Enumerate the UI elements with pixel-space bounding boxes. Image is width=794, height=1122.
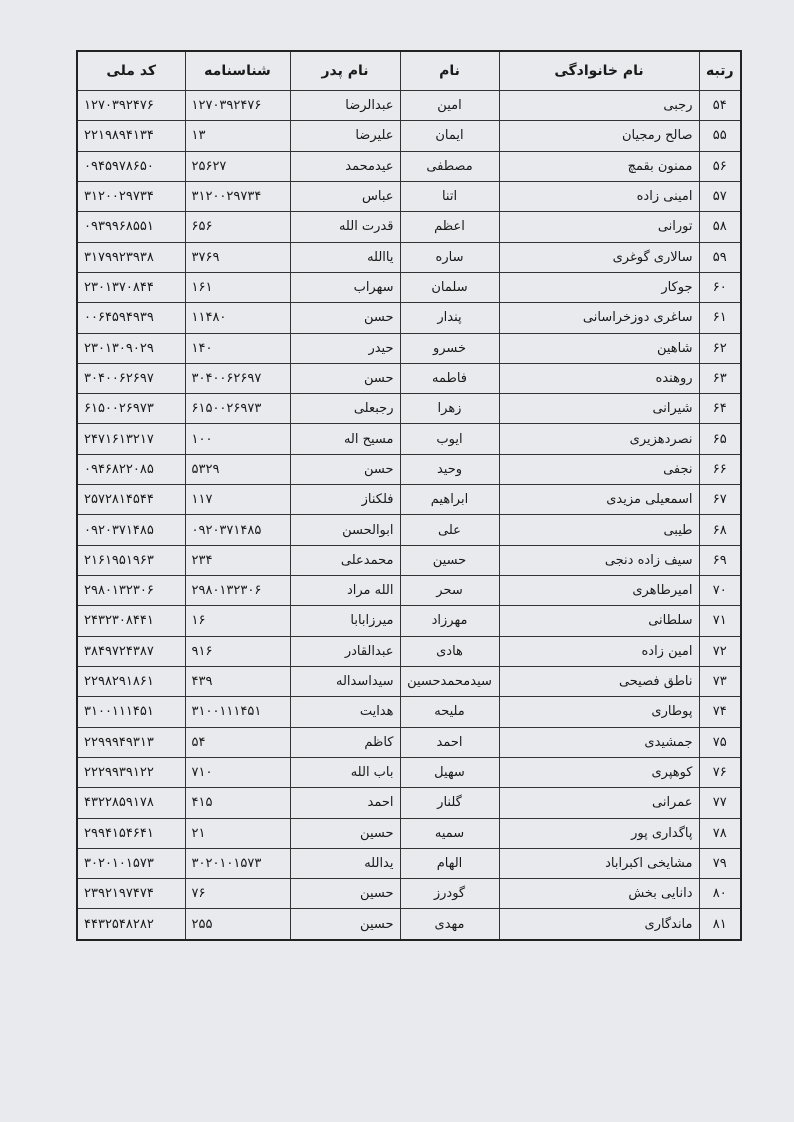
cell-first-name: حسین bbox=[400, 545, 499, 575]
cell-national-id: ۲۳۰۱۳۷۰۸۴۴ bbox=[77, 272, 185, 302]
cell-birth-certificate: ۵۴ bbox=[185, 727, 290, 757]
cell-father-name: سهراب bbox=[290, 272, 400, 302]
cell-family-name: ساغری دوزخراسانی bbox=[499, 303, 699, 333]
cell-father-name: احمد bbox=[290, 788, 400, 818]
header-row bbox=[77, 51, 741, 91]
cell-national-id: ۳۸۴۹۷۲۴۳۸۷ bbox=[77, 636, 185, 666]
cell-birth-certificate: ۲۳۴ bbox=[185, 545, 290, 575]
cell-father-name: حسین bbox=[290, 909, 400, 940]
cell-birth-certificate: ۷۱۰ bbox=[185, 757, 290, 787]
cell-national-id: ۲۲۹۹۹۴۹۳۱۳ bbox=[77, 727, 185, 757]
cell-national-id: ۲۴۳۲۳۰۸۴۴۱ bbox=[77, 606, 185, 636]
table-row bbox=[77, 848, 741, 878]
cell-rank: ۷۳ bbox=[699, 666, 741, 696]
cell-rank: ۷۱ bbox=[699, 606, 741, 636]
cell-national-id: ۲۹۸۰۱۳۲۳۰۶ bbox=[77, 576, 185, 606]
cell-father-name: کاظم bbox=[290, 727, 400, 757]
cell-family-name: جمشیدی bbox=[499, 727, 699, 757]
cell-national-id: ۰۰۶۴۵۹۴۹۳۹ bbox=[77, 303, 185, 333]
cell-rank: ۶۷ bbox=[699, 485, 741, 515]
cell-father-name: یدالله bbox=[290, 848, 400, 878]
cell-rank: ۵۸ bbox=[699, 212, 741, 242]
cell-first-name: خسرو bbox=[400, 333, 499, 363]
roster-table bbox=[76, 50, 742, 941]
cell-birth-certificate: ۱۲۷۰۳۹۲۴۷۶ bbox=[185, 91, 290, 121]
cell-first-name: وحید bbox=[400, 454, 499, 484]
header-first-name: نام bbox=[400, 51, 499, 91]
cell-birth-certificate: ۳۰۴۰۰۶۲۶۹۷ bbox=[185, 363, 290, 393]
cell-first-name: سیدمحمدحسین bbox=[400, 666, 499, 696]
cell-family-name: امیرطاهری bbox=[499, 576, 699, 606]
cell-first-name: سحر bbox=[400, 576, 499, 606]
cell-family-name: نجفی bbox=[499, 454, 699, 484]
cell-first-name: ملیحه bbox=[400, 697, 499, 727]
cell-birth-certificate: ۲۹۸۰۱۳۲۳۰۶ bbox=[185, 576, 290, 606]
table-row bbox=[77, 485, 741, 515]
cell-first-name: پندار bbox=[400, 303, 499, 333]
cell-family-name: کوهپری bbox=[499, 757, 699, 787]
cell-birth-certificate: ۱۶۱ bbox=[185, 272, 290, 302]
cell-first-name: فاطمه bbox=[400, 363, 499, 393]
cell-rank: ۸۱ bbox=[699, 909, 741, 940]
cell-birth-certificate: ۳۷۶۹ bbox=[185, 242, 290, 272]
cell-first-name: مصطفی bbox=[400, 151, 499, 181]
cell-family-name: سالاری گوغری bbox=[499, 242, 699, 272]
table-row bbox=[77, 697, 741, 727]
cell-national-id: ۲۵۷۲۸۱۴۵۴۴ bbox=[77, 485, 185, 515]
cell-father-name: یاالله bbox=[290, 242, 400, 272]
cell-national-id: ۲۲۱۹۸۹۴۱۳۴ bbox=[77, 121, 185, 151]
cell-rank: ۷۹ bbox=[699, 848, 741, 878]
cell-national-id: ۲۲۲۹۹۳۹۱۲۲ bbox=[77, 757, 185, 787]
cell-first-name: مهرزاد bbox=[400, 606, 499, 636]
cell-first-name: امین bbox=[400, 91, 499, 121]
table-row bbox=[77, 91, 741, 121]
cell-first-name: سمیه bbox=[400, 818, 499, 848]
cell-first-name: اعظم bbox=[400, 212, 499, 242]
cell-family-name: جوکار bbox=[499, 272, 699, 302]
cell-family-name: صالح رمجیان bbox=[499, 121, 699, 151]
cell-birth-certificate: ۷۶ bbox=[185, 879, 290, 909]
table-row bbox=[77, 242, 741, 272]
header-birth-certificate: شناسنامه bbox=[185, 51, 290, 91]
table-row bbox=[77, 424, 741, 454]
cell-rank: ۷۲ bbox=[699, 636, 741, 666]
cell-national-id: ۲۳۰۱۳۰۹۰۲۹ bbox=[77, 333, 185, 363]
header-father-name: نام پدر bbox=[290, 51, 400, 91]
cell-birth-certificate: ۳۰۲۰۱۰۱۵۷۳ bbox=[185, 848, 290, 878]
table-row bbox=[77, 363, 741, 393]
cell-birth-certificate: ۳۱۰۰۱۱۱۴۵۱ bbox=[185, 697, 290, 727]
cell-family-name: رجبی bbox=[499, 91, 699, 121]
cell-rank: ۷۸ bbox=[699, 818, 741, 848]
cell-birth-certificate: ۲۵۶۲۷ bbox=[185, 151, 290, 181]
cell-birth-certificate: ۱۱۷ bbox=[185, 485, 290, 515]
cell-first-name: زهرا bbox=[400, 394, 499, 424]
cell-family-name: اسمعیلی مزیدی bbox=[499, 485, 699, 515]
cell-family-name: ناطق فصیحی bbox=[499, 666, 699, 696]
cell-national-id: ۲۴۷۱۶۱۳۲۱۷ bbox=[77, 424, 185, 454]
cell-rank: ۶۳ bbox=[699, 363, 741, 393]
header-national-id: کد ملی bbox=[77, 51, 185, 91]
cell-national-id: ۳۰۲۰۱۰۱۵۷۳ bbox=[77, 848, 185, 878]
cell-rank: ۷۷ bbox=[699, 788, 741, 818]
cell-rank: ۵۶ bbox=[699, 151, 741, 181]
cell-rank: ۵۷ bbox=[699, 181, 741, 211]
cell-father-name: مسیح اله bbox=[290, 424, 400, 454]
cell-national-id: ۰۹۴۶۸۲۲۰۸۵ bbox=[77, 454, 185, 484]
table-row bbox=[77, 879, 741, 909]
cell-family-name: نصردهزیری bbox=[499, 424, 699, 454]
table-row bbox=[77, 818, 741, 848]
cell-father-name: حسن bbox=[290, 303, 400, 333]
cell-family-name: سلطانی bbox=[499, 606, 699, 636]
cell-family-name: دانایی بخش bbox=[499, 879, 699, 909]
cell-father-name: الله مراد bbox=[290, 576, 400, 606]
cell-father-name: عبدالرضا bbox=[290, 91, 400, 121]
cell-family-name: شاهین bbox=[499, 333, 699, 363]
cell-birth-certificate: ۴۱۵ bbox=[185, 788, 290, 818]
cell-father-name: عباس bbox=[290, 181, 400, 211]
cell-first-name: الهام bbox=[400, 848, 499, 878]
table-row bbox=[77, 303, 741, 333]
cell-first-name: سهیل bbox=[400, 757, 499, 787]
cell-family-name: شیرانی bbox=[499, 394, 699, 424]
cell-national-id: ۶۱۵۰۰۲۶۹۷۳ bbox=[77, 394, 185, 424]
cell-father-name: عیدمحمد bbox=[290, 151, 400, 181]
cell-first-name: گودرز bbox=[400, 879, 499, 909]
table-row bbox=[77, 788, 741, 818]
table-row bbox=[77, 121, 741, 151]
cell-father-name: ابوالحسن bbox=[290, 515, 400, 545]
cell-rank: ۶۹ bbox=[699, 545, 741, 575]
header-family-name: نام خانوادگی bbox=[499, 51, 699, 91]
table-row bbox=[77, 757, 741, 787]
cell-first-name: ایمان bbox=[400, 121, 499, 151]
cell-birth-certificate: ۱۰۰ bbox=[185, 424, 290, 454]
table-row bbox=[77, 576, 741, 606]
table-row bbox=[77, 666, 741, 696]
table-row bbox=[77, 727, 741, 757]
table-row bbox=[77, 212, 741, 242]
cell-national-id: ۳۱۲۰۰۲۹۷۳۴ bbox=[77, 181, 185, 211]
table-row bbox=[77, 606, 741, 636]
cell-father-name: حسین bbox=[290, 818, 400, 848]
cell-national-id: ۳۰۴۰۰۶۲۶۹۷ bbox=[77, 363, 185, 393]
cell-father-name: علیرضا bbox=[290, 121, 400, 151]
cell-family-name: پوطاری bbox=[499, 697, 699, 727]
cell-birth-certificate: ۱۴۰ bbox=[185, 333, 290, 363]
cell-family-name: سیف زاده دنجی bbox=[499, 545, 699, 575]
cell-rank: ۸۰ bbox=[699, 879, 741, 909]
cell-national-id: ۲۳۹۲۱۹۷۴۷۴ bbox=[77, 879, 185, 909]
cell-rank: ۷۶ bbox=[699, 757, 741, 787]
table-row bbox=[77, 454, 741, 484]
cell-national-id: ۰۹۳۹۹۶۸۵۵۱ bbox=[77, 212, 185, 242]
cell-national-id: ۱۲۷۰۳۹۲۴۷۶ bbox=[77, 91, 185, 121]
cell-national-id: ۴۴۳۲۵۴۸۲۸۲ bbox=[77, 909, 185, 940]
cell-national-id: ۰۹۲۰۳۷۱۴۸۵ bbox=[77, 515, 185, 545]
table-row bbox=[77, 333, 741, 363]
cell-first-name: علی bbox=[400, 515, 499, 545]
cell-national-id: ۲۲۹۸۲۹۱۸۶۱ bbox=[77, 666, 185, 696]
cell-birth-certificate: ۶۱۵۰۰۲۶۹۷۳ bbox=[185, 394, 290, 424]
cell-family-name: امین زاده bbox=[499, 636, 699, 666]
cell-rank: ۵۴ bbox=[699, 91, 741, 121]
table-row bbox=[77, 636, 741, 666]
cell-rank: ۶۴ bbox=[699, 394, 741, 424]
cell-birth-certificate: ۱۱۴۸۰ bbox=[185, 303, 290, 333]
cell-father-name: فلکناز bbox=[290, 485, 400, 515]
cell-rank: ۷۵ bbox=[699, 727, 741, 757]
cell-rank: ۶۵ bbox=[699, 424, 741, 454]
cell-father-name: هدایت bbox=[290, 697, 400, 727]
table-row bbox=[77, 394, 741, 424]
cell-rank: ۶۸ bbox=[699, 515, 741, 545]
cell-national-id: ۴۳۲۲۸۵۹۱۷۸ bbox=[77, 788, 185, 818]
table-row bbox=[77, 181, 741, 211]
cell-rank: ۶۲ bbox=[699, 333, 741, 363]
cell-birth-certificate: ۴۳۹ bbox=[185, 666, 290, 696]
cell-rank: ۶۶ bbox=[699, 454, 741, 484]
cell-first-name: سلمان bbox=[400, 272, 499, 302]
cell-rank: ۵۵ bbox=[699, 121, 741, 151]
cell-father-name: عبدالقادر bbox=[290, 636, 400, 666]
header-rank: رتبه bbox=[699, 51, 741, 91]
table-row bbox=[77, 151, 741, 181]
cell-birth-certificate: ۳۱۲۰۰۲۹۷۳۴ bbox=[185, 181, 290, 211]
cell-father-name: حسن bbox=[290, 454, 400, 484]
cell-rank: ۵۹ bbox=[699, 242, 741, 272]
cell-father-name: حسین bbox=[290, 879, 400, 909]
cell-birth-certificate: ۲۱ bbox=[185, 818, 290, 848]
cell-national-id: ۲۱۶۱۹۵۱۹۶۳ bbox=[77, 545, 185, 575]
cell-rank: ۶۱ bbox=[699, 303, 741, 333]
cell-rank: ۷۰ bbox=[699, 576, 741, 606]
cell-family-name: ماندگاری bbox=[499, 909, 699, 940]
cell-first-name: هادی bbox=[400, 636, 499, 666]
cell-national-id: ۲۹۹۴۱۵۴۶۴۱ bbox=[77, 818, 185, 848]
cell-family-name: امینی زاده bbox=[499, 181, 699, 211]
cell-father-name: رجبعلی bbox=[290, 394, 400, 424]
cell-first-name: احمد bbox=[400, 727, 499, 757]
cell-first-name: اتنا bbox=[400, 181, 499, 211]
cell-father-name: باب الله bbox=[290, 757, 400, 787]
cell-family-name: تورانی bbox=[499, 212, 699, 242]
cell-father-name: قدرت الله bbox=[290, 212, 400, 242]
cell-first-name: ابراهیم bbox=[400, 485, 499, 515]
cell-family-name: مشایخی اکبراباد bbox=[499, 848, 699, 878]
cell-birth-certificate: ۵۳۲۹ bbox=[185, 454, 290, 484]
cell-national-id: ۰۹۴۵۹۷۸۶۵۰ bbox=[77, 151, 185, 181]
cell-family-name: روهنده bbox=[499, 363, 699, 393]
cell-father-name: حیدر bbox=[290, 333, 400, 363]
table-row bbox=[77, 515, 741, 545]
cell-family-name: طیبی bbox=[499, 515, 699, 545]
cell-father-name: سیداسداله bbox=[290, 666, 400, 696]
cell-family-name: عمرانی bbox=[499, 788, 699, 818]
cell-father-name: حسن bbox=[290, 363, 400, 393]
cell-rank: ۶۰ bbox=[699, 272, 741, 302]
cell-rank: ۷۴ bbox=[699, 697, 741, 727]
cell-first-name: ایوب bbox=[400, 424, 499, 454]
cell-first-name: مهدی bbox=[400, 909, 499, 940]
cell-national-id: ۳۱۷۹۹۲۳۹۳۸ bbox=[77, 242, 185, 272]
cell-birth-certificate: ۰۹۲۰۳۷۱۴۸۵ bbox=[185, 515, 290, 545]
cell-father-name: محمدعلی bbox=[290, 545, 400, 575]
cell-father-name: میرزابابا bbox=[290, 606, 400, 636]
cell-family-name: پاگداری پور bbox=[499, 818, 699, 848]
cell-birth-certificate: ۶۵۶ bbox=[185, 212, 290, 242]
cell-first-name: گلنار bbox=[400, 788, 499, 818]
table-row bbox=[77, 909, 741, 940]
cell-birth-certificate: ۱۶ bbox=[185, 606, 290, 636]
cell-birth-certificate: ۹۱۶ bbox=[185, 636, 290, 666]
cell-birth-certificate: ۲۵۵ bbox=[185, 909, 290, 940]
cell-first-name: ساره bbox=[400, 242, 499, 272]
table-row bbox=[77, 545, 741, 575]
cell-family-name: ممنون بقمچ bbox=[499, 151, 699, 181]
table-row bbox=[77, 272, 741, 302]
cell-national-id: ۳۱۰۰۱۱۱۴۵۱ bbox=[77, 697, 185, 727]
cell-birth-certificate: ۱۳ bbox=[185, 121, 290, 151]
